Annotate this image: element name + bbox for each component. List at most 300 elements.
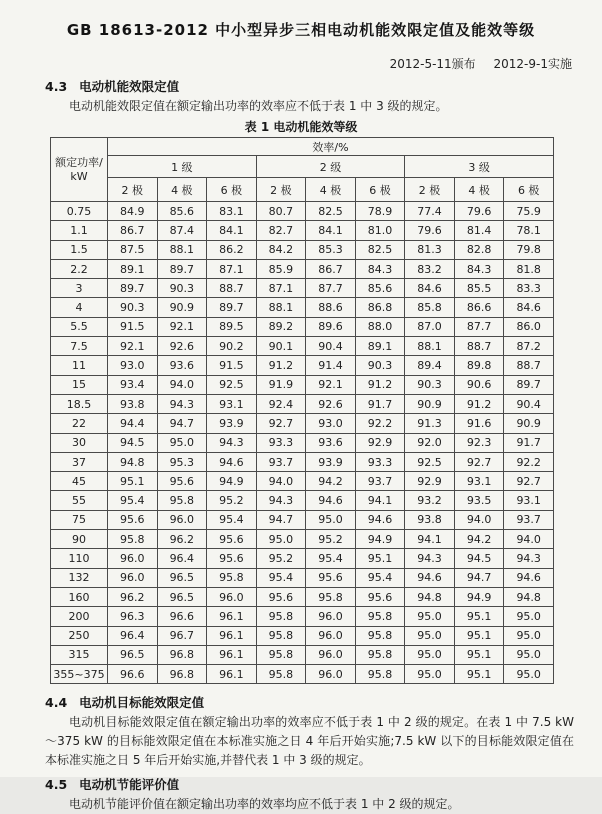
efficiency-value-cell: 94.6	[504, 568, 554, 587]
efficiency-value-cell: 91.2	[454, 394, 504, 413]
efficiency-value-cell: 94.7	[256, 510, 306, 529]
efficiency-value-cell: 92.1	[157, 317, 207, 336]
efficiency-value-cell: 95.0	[405, 626, 455, 645]
rated-power-cell: 5.5	[51, 317, 108, 336]
efficiency-value-cell: 91.4	[306, 356, 356, 375]
pole-header: 4 极	[157, 178, 207, 202]
efficiency-value-cell: 81.3	[405, 240, 455, 259]
efficiency-value-cell: 83.2	[405, 259, 455, 278]
efficiency-value-cell: 96.4	[157, 549, 207, 568]
pole-header: 4 极	[454, 178, 504, 202]
efficiency-value-cell: 94.9	[355, 530, 405, 549]
efficiency-value-cell: 95.8	[256, 607, 306, 626]
section-4-3-body: 电动机能效限定值在额定输出功率的效率应不低于表 1 中 3 级的规定。	[69, 99, 448, 113]
efficiency-value-cell: 96.0	[306, 665, 356, 684]
table-row	[51, 491, 554, 510]
pole-header: 4 极	[306, 178, 356, 202]
efficiency-value-cell: 95.1	[108, 472, 158, 491]
efficiency-value-cell: 94.7	[454, 568, 504, 587]
efficiency-value-cell: 95.0	[405, 665, 455, 684]
efficiency-value-cell: 92.6	[306, 394, 356, 413]
efficiency-value-cell: 94.0	[454, 510, 504, 529]
efficiency-value-cell: 87.1	[207, 259, 257, 278]
efficiency-value-cell: 96.0	[108, 568, 158, 587]
section-4-4-number: 4.4	[45, 695, 68, 711]
rated-power-cell: 90	[51, 530, 108, 549]
efficiency-value-cell: 90.9	[157, 298, 207, 317]
rated-power-cell: 75	[51, 510, 108, 529]
efficiency-value-cell: 88.0	[355, 317, 405, 336]
efficiency-value-cell: 96.3	[108, 607, 158, 626]
efficiency-value-cell: 90.3	[405, 375, 455, 394]
efficiency-value-cell: 92.1	[108, 337, 158, 356]
pole-header: 2 极	[405, 178, 455, 202]
efficiency-value-cell: 92.5	[207, 375, 257, 394]
efficiency-value-cell: 90.3	[355, 356, 405, 375]
efficiency-value-cell: 93.0	[108, 356, 158, 375]
rated-power-cell: 200	[51, 607, 108, 626]
section-4-3-title: 电动机能效限定值	[79, 79, 180, 94]
table-row	[51, 240, 554, 259]
efficiency-value-cell: 85.3	[306, 240, 356, 259]
efficiency-value-cell: 82.7	[256, 221, 306, 240]
table-row	[51, 607, 554, 626]
efficiency-value-cell: 94.8	[405, 587, 455, 606]
efficiency-value-cell: 96.1	[207, 626, 257, 645]
table-row	[51, 279, 554, 298]
rated-power-cell: 15	[51, 375, 108, 394]
rated-power-cell: 18.5	[51, 394, 108, 413]
efficiency-value-cell: 79.8	[504, 240, 554, 259]
efficiency-value-cell: 88.6	[306, 298, 356, 317]
rated-power-cell: 110	[51, 549, 108, 568]
efficiency-value-cell: 96.2	[108, 587, 158, 606]
rated-power-cell: 37	[51, 452, 108, 471]
efficiency-value-cell: 96.4	[108, 626, 158, 645]
efficiency-value-cell: 95.6	[207, 549, 257, 568]
efficiency-value-cell: 95.1	[454, 626, 504, 645]
table-body	[51, 202, 554, 684]
section-4-5-number: 4.5	[45, 777, 68, 793]
rated-power-cell: 355~375	[51, 665, 108, 684]
efficiency-value-cell: 86.7	[108, 221, 158, 240]
rated-power-cell: 1.1	[51, 221, 108, 240]
efficiency-value-cell: 94.6	[405, 568, 455, 587]
efficiency-value-cell: 96.6	[157, 607, 207, 626]
efficiency-value-cell: 91.5	[207, 356, 257, 375]
table-row	[51, 414, 554, 433]
efficiency-value-cell: 87.7	[306, 279, 356, 298]
power-column-header	[51, 138, 108, 202]
efficiency-value-cell: 94.2	[306, 472, 356, 491]
efficiency-value-cell: 92.0	[405, 433, 455, 452]
efficiency-value-cell: 85.6	[355, 279, 405, 298]
efficiency-value-cell: 90.2	[207, 337, 257, 356]
efficiency-value-cell: 81.8	[504, 259, 554, 278]
grade-header-2: 2 级	[256, 156, 405, 178]
table-row	[51, 394, 554, 413]
efficiency-value-cell: 82.5	[306, 202, 356, 221]
efficiency-value-cell: 90.1	[256, 337, 306, 356]
efficiency-value-cell: 81.4	[454, 221, 504, 240]
rated-power-cell: 55	[51, 491, 108, 510]
efficiency-value-cell: 95.0	[157, 433, 207, 452]
efficiency-value-cell: 82.5	[355, 240, 405, 259]
efficiency-value-cell: 94.3	[256, 491, 306, 510]
efficiency-value-cell: 88.7	[454, 337, 504, 356]
table-row	[51, 510, 554, 529]
efficiency-value-cell: 95.8	[256, 665, 306, 684]
section-4-4-title: 电动机目标能效限定值	[79, 695, 205, 711]
efficiency-value-cell: 92.2	[355, 414, 405, 433]
efficiency-value-cell: 95.6	[306, 568, 356, 587]
efficiency-value-cell: 95.0	[405, 645, 455, 664]
efficiency-value-cell: 95.6	[256, 587, 306, 606]
table-row	[51, 530, 554, 549]
efficiency-value-cell: 92.9	[355, 433, 405, 452]
efficiency-value-cell: 95.0	[256, 530, 306, 549]
efficiency-value-cell: 96.0	[207, 587, 257, 606]
efficiency-value-cell: 96.0	[306, 607, 356, 626]
table-row	[51, 221, 554, 240]
table-row	[51, 259, 554, 278]
efficiency-value-cell: 93.6	[306, 433, 356, 452]
efficiency-value-cell: 93.7	[504, 510, 554, 529]
efficiency-value-cell: 95.4	[207, 510, 257, 529]
document-title: GB 18613-2012 中小型异步三相电动机能效限定值及能效等级	[66, 21, 536, 39]
table-header-row-efficiency	[51, 138, 554, 156]
efficiency-value-cell: 93.4	[108, 375, 158, 394]
efficiency-value-cell: 93.9	[306, 452, 356, 471]
efficiency-value-cell: 95.0	[306, 510, 356, 529]
efficiency-value-cell: 94.3	[504, 549, 554, 568]
efficiency-value-cell: 95.2	[207, 491, 257, 510]
efficiency-value-cell: 92.7	[504, 472, 554, 491]
table-row	[51, 433, 554, 452]
efficiency-value-cell: 93.7	[355, 472, 405, 491]
efficiency-value-cell: 86.0	[504, 317, 554, 336]
efficiency-value-cell: 95.6	[157, 472, 207, 491]
table-row	[51, 337, 554, 356]
efficiency-value-cell: 78.1	[504, 221, 554, 240]
efficiency-value-cell: 86.2	[207, 240, 257, 259]
efficiency-value-cell: 79.6	[405, 221, 455, 240]
rated-power-cell: 11	[51, 356, 108, 375]
efficiency-value-cell: 94.8	[504, 587, 554, 606]
efficiency-value-cell: 85.8	[405, 298, 455, 317]
rated-power-cell: 3	[51, 279, 108, 298]
efficiency-value-cell: 96.5	[108, 645, 158, 664]
efficiency-value-cell: 96.5	[157, 568, 207, 587]
efficiency-value-cell: 95.4	[355, 568, 405, 587]
efficiency-value-cell: 87.1	[256, 279, 306, 298]
efficiency-value-cell: 89.8	[454, 356, 504, 375]
efficiency-value-cell: 95.8	[355, 645, 405, 664]
efficiency-value-cell: 91.6	[454, 414, 504, 433]
efficiency-value-cell: 94.9	[207, 472, 257, 491]
efficiency-value-cell: 96.2	[157, 530, 207, 549]
rated-power-cell: 132	[51, 568, 108, 587]
table-row	[51, 317, 554, 336]
efficiency-value-cell: 89.2	[256, 317, 306, 336]
implementation-date: 2012-9-1实施	[493, 57, 572, 71]
section-4-5-body: 电动机节能评价值在额定输出功率的效率均应不低于表 1 中 2 级的规定。	[69, 797, 460, 812]
rated-power-cell: 7.5	[51, 337, 108, 356]
efficiency-value-cell: 90.3	[108, 298, 158, 317]
efficiency-value-cell: 91.2	[355, 375, 405, 394]
table-row	[51, 587, 554, 606]
efficiency-value-cell: 95.4	[108, 491, 158, 510]
table-header	[51, 138, 554, 202]
efficiency-value-cell: 89.1	[108, 259, 158, 278]
efficiency-value-cell: 77.4	[405, 202, 455, 221]
efficiency-value-cell: 80.7	[256, 202, 306, 221]
efficiency-value-cell: 84.3	[355, 259, 405, 278]
efficiency-value-cell: 96.6	[108, 665, 158, 684]
efficiency-value-cell: 83.3	[504, 279, 554, 298]
efficiency-value-cell: 84.1	[207, 221, 257, 240]
efficiency-value-cell: 85.9	[256, 259, 306, 278]
efficiency-value-cell: 88.1	[256, 298, 306, 317]
efficiency-value-cell: 96.1	[207, 607, 257, 626]
efficiency-value-cell: 94.1	[405, 530, 455, 549]
efficiency-value-cell: 89.5	[207, 317, 257, 336]
efficiency-value-cell: 93.8	[405, 510, 455, 529]
efficiency-value-cell: 86.7	[306, 259, 356, 278]
efficiency-value-cell: 92.2	[504, 452, 554, 471]
efficiency-value-cell: 90.4	[306, 337, 356, 356]
efficiency-value-cell: 92.4	[256, 394, 306, 413]
table-row	[51, 645, 554, 664]
efficiency-value-cell: 95.8	[157, 491, 207, 510]
efficiency-value-cell: 90.6	[454, 375, 504, 394]
efficiency-value-cell: 91.5	[108, 317, 158, 336]
efficiency-value-cell: 94.5	[454, 549, 504, 568]
efficiency-value-cell: 94.7	[157, 414, 207, 433]
efficiency-value-cell: 92.7	[454, 452, 504, 471]
efficiency-value-cell: 87.7	[454, 317, 504, 336]
efficiency-value-cell: 85.6	[157, 202, 207, 221]
efficiency-value-cell: 95.8	[256, 645, 306, 664]
efficiency-value-cell: 79.6	[454, 202, 504, 221]
table-row	[51, 298, 554, 317]
efficiency-value-cell: 91.7	[355, 394, 405, 413]
efficiency-value-cell: 95.8	[306, 587, 356, 606]
table-row	[51, 356, 554, 375]
efficiency-value-cell: 95.2	[256, 549, 306, 568]
table-row	[51, 202, 554, 221]
power-header-line1: 额定功率/	[55, 155, 103, 169]
efficiency-value-cell: 94.9	[454, 587, 504, 606]
section-4-5-heading	[45, 775, 574, 793]
efficiency-value-cell: 95.6	[355, 587, 405, 606]
efficiency-value-cell: 96.7	[157, 626, 207, 645]
rated-power-cell: 1.5	[51, 240, 108, 259]
efficiency-value-cell: 95.8	[355, 607, 405, 626]
efficiency-value-cell: 93.9	[207, 414, 257, 433]
efficiency-value-cell: 84.2	[256, 240, 306, 259]
efficiency-value-cell: 93.3	[256, 433, 306, 452]
rated-power-cell: 45	[51, 472, 108, 491]
rated-power-cell: 160	[51, 587, 108, 606]
efficiency-value-cell: 95.0	[504, 626, 554, 645]
efficiency-value-cell: 94.4	[108, 414, 158, 433]
efficiency-value-cell: 84.6	[405, 279, 455, 298]
efficiency-value-cell: 94.6	[355, 510, 405, 529]
promulgation-date: 2012-5-11颁布	[389, 57, 476, 71]
efficiency-value-cell: 94.3	[207, 433, 257, 452]
pole-header: 6 极	[504, 178, 554, 202]
efficiency-value-cell: 87.4	[157, 221, 207, 240]
efficiency-column-header: 效率/%	[108, 138, 554, 156]
efficiency-value-cell: 95.3	[157, 452, 207, 471]
efficiency-value-cell: 93.1	[504, 491, 554, 510]
efficiency-value-cell: 92.5	[405, 452, 455, 471]
efficiency-value-cell: 91.3	[405, 414, 455, 433]
efficiency-value-cell: 91.2	[256, 356, 306, 375]
efficiency-value-cell: 93.2	[405, 491, 455, 510]
efficiency-value-cell: 93.7	[256, 452, 306, 471]
efficiency-value-cell: 95.1	[454, 665, 504, 684]
efficiency-value-cell: 95.8	[355, 665, 405, 684]
efficiency-value-cell: 95.8	[256, 626, 306, 645]
section-4-3-number: 4.3	[45, 79, 68, 94]
efficiency-value-cell: 94.0	[157, 375, 207, 394]
efficiency-value-cell: 94.0	[504, 530, 554, 549]
efficiency-value-cell: 96.0	[157, 510, 207, 529]
pole-header: 6 极	[355, 178, 405, 202]
table-caption: 表 1 电动机能效等级	[244, 120, 358, 134]
rated-power-cell: 30	[51, 433, 108, 452]
efficiency-value-cell: 95.1	[355, 549, 405, 568]
efficiency-value-cell: 94.1	[355, 491, 405, 510]
efficiency-value-cell: 91.9	[256, 375, 306, 394]
efficiency-value-cell: 83.1	[207, 202, 257, 221]
efficiency-value-cell: 93.1	[207, 394, 257, 413]
efficiency-value-cell: 94.3	[405, 549, 455, 568]
efficiency-value-cell: 78.9	[355, 202, 405, 221]
efficiency-value-cell: 94.2	[454, 530, 504, 549]
efficiency-value-cell: 94.8	[108, 452, 158, 471]
section-4-3-heading	[45, 77, 574, 95]
efficiency-value-cell: 96.8	[157, 665, 207, 684]
section-4-4-heading	[45, 693, 574, 711]
table-row	[51, 452, 554, 471]
table-row	[51, 549, 554, 568]
power-header-line2: kW	[70, 169, 88, 183]
rated-power-cell: 250	[51, 626, 108, 645]
rated-power-cell: 315	[51, 645, 108, 664]
efficiency-value-cell: 96.1	[207, 645, 257, 664]
efficiency-value-cell: 84.3	[454, 259, 504, 278]
efficiency-value-cell: 96.0	[108, 549, 158, 568]
efficiency-value-cell: 89.4	[405, 356, 455, 375]
efficiency-value-cell: 84.1	[306, 221, 356, 240]
efficiency-value-cell: 89.7	[157, 259, 207, 278]
table-header-row-grades	[51, 156, 554, 178]
efficiency-value-cell: 94.0	[256, 472, 306, 491]
efficiency-value-cell: 88.7	[207, 279, 257, 298]
table-row	[51, 472, 554, 491]
efficiency-value-cell: 93.6	[157, 356, 207, 375]
efficiency-value-cell: 96.1	[207, 665, 257, 684]
efficiency-value-cell: 92.9	[405, 472, 455, 491]
pole-header: 6 极	[207, 178, 257, 202]
efficiency-value-cell: 90.4	[504, 394, 554, 413]
section-4-4-body: 电动机目标能效限定值在额定输出功率的效率应不低于表 1 中 2 级的规定。在表 1 中 7.5 kW～375 kW 的目标能效限定值在本标准实施之日 4 年后开始实施;7.5 kW 以下的目标能效限定值在本标准实施之日 5 年后开始实施,并替代表 1 中 3 级的规定。	[45, 715, 574, 768]
efficiency-value-cell: 94.3	[157, 394, 207, 413]
efficiency-value-cell: 92.7	[256, 414, 306, 433]
efficiency-value-cell: 93.0	[306, 414, 356, 433]
efficiency-value-cell: 96.5	[157, 587, 207, 606]
grade-header-1: 1 级	[108, 156, 257, 178]
efficiency-value-cell: 95.6	[207, 530, 257, 549]
efficiency-value-cell: 89.7	[504, 375, 554, 394]
efficiency-value-cell: 92.3	[454, 433, 504, 452]
efficiency-value-cell: 87.2	[504, 337, 554, 356]
efficiency-value-cell: 86.6	[454, 298, 504, 317]
efficiency-value-cell: 85.5	[454, 279, 504, 298]
efficiency-value-cell: 92.6	[157, 337, 207, 356]
efficiency-value-cell: 92.1	[306, 375, 356, 394]
efficiency-value-cell: 93.5	[454, 491, 504, 510]
section-4-5-title: 电动机节能评价值	[79, 777, 180, 793]
efficiency-value-cell: 88.7	[504, 356, 554, 375]
table-header-row-poles	[51, 178, 554, 202]
efficiency-value-cell: 93.8	[108, 394, 158, 413]
efficiency-value-cell: 89.6	[306, 317, 356, 336]
pole-header: 2 极	[256, 178, 306, 202]
efficiency-value-cell: 93.1	[454, 472, 504, 491]
efficiency-value-cell: 89.7	[207, 298, 257, 317]
efficiency-value-cell: 89.1	[355, 337, 405, 356]
efficiency-value-cell: 84.9	[108, 202, 158, 221]
table-row	[51, 375, 554, 394]
efficiency-value-cell: 95.1	[454, 607, 504, 626]
efficiency-value-cell: 94.5	[108, 433, 158, 452]
efficiency-value-cell: 91.7	[504, 433, 554, 452]
efficiency-value-cell: 90.9	[405, 394, 455, 413]
efficiency-value-cell: 96.0	[306, 645, 356, 664]
efficiency-value-cell: 89.7	[108, 279, 158, 298]
efficiency-value-cell: 90.3	[157, 279, 207, 298]
efficiency-value-cell: 96.0	[306, 626, 356, 645]
efficiency-value-cell: 82.8	[454, 240, 504, 259]
efficiency-value-cell: 95.4	[256, 568, 306, 587]
efficiency-value-cell: 94.6	[306, 491, 356, 510]
efficiency-value-cell: 87.0	[405, 317, 455, 336]
efficiency-value-cell: 95.1	[454, 645, 504, 664]
efficiency-value-cell: 81.0	[355, 221, 405, 240]
table-row	[51, 665, 554, 684]
efficiency-value-cell: 95.4	[306, 549, 356, 568]
efficiency-value-cell: 95.0	[405, 607, 455, 626]
efficiency-value-cell: 87.5	[108, 240, 158, 259]
pole-header: 2 极	[108, 178, 158, 202]
efficiency-value-cell: 95.8	[207, 568, 257, 587]
efficiency-table	[50, 137, 554, 684]
efficiency-value-cell: 84.6	[504, 298, 554, 317]
rated-power-cell: 22	[51, 414, 108, 433]
efficiency-value-cell: 95.6	[108, 510, 158, 529]
efficiency-value-cell: 88.1	[157, 240, 207, 259]
grade-header-3: 3 级	[405, 156, 554, 178]
rated-power-cell: 2.2	[51, 259, 108, 278]
efficiency-value-cell: 95.2	[306, 530, 356, 549]
efficiency-value-cell: 86.8	[355, 298, 405, 317]
efficiency-value-cell: 88.1	[405, 337, 455, 356]
efficiency-value-cell: 95.0	[504, 607, 554, 626]
